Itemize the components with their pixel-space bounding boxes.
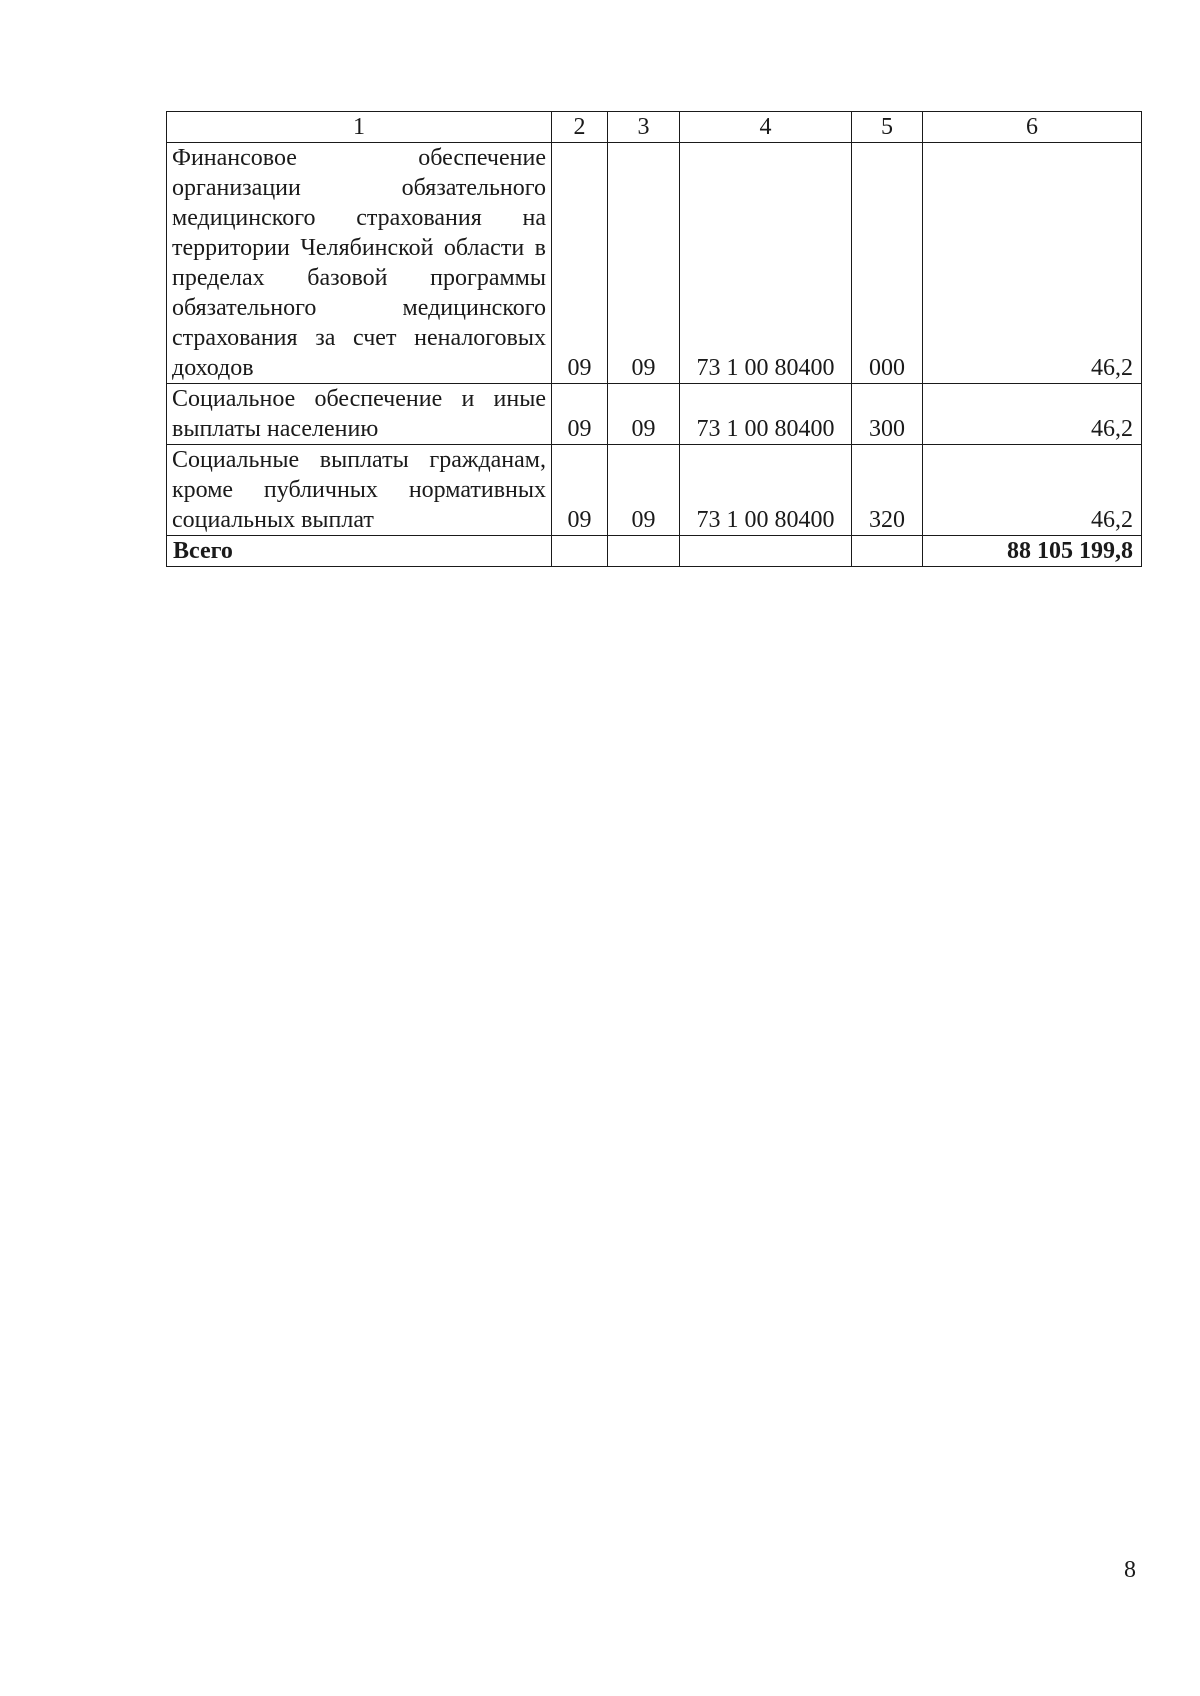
column-header: 1 [167, 112, 552, 143]
row-name-cell: Финансовое обеспечение организации обязательного медицинского страхования на территории Челябинской области в пределах базовой программы обязательного медицинского страхования за счет неналоговых доходов [167, 143, 552, 384]
total-label: Всего [167, 536, 552, 567]
table-row [167, 445, 1142, 536]
amount-cell: 46,2 [923, 445, 1142, 536]
section-cell: 09 [552, 143, 608, 384]
total-row [167, 536, 1142, 567]
subsection-cell: 09 [608, 143, 680, 384]
table-row [167, 384, 1142, 445]
column-header: 3 [608, 112, 680, 143]
expense-type-cell: 320 [852, 445, 923, 536]
column-header: 2 [552, 112, 608, 143]
column-header: 4 [680, 112, 852, 143]
empty-cell [608, 536, 680, 567]
section-cell: 09 [552, 384, 608, 445]
table-header-row [167, 112, 1142, 143]
target-article-cell: 73 1 00 80400 [680, 143, 852, 384]
total-value: 88 105 199,8 [923, 536, 1142, 567]
page-number: 8 [1124, 1557, 1136, 1583]
section-cell: 09 [552, 445, 608, 536]
subsection-cell: 09 [608, 445, 680, 536]
expense-type-cell: 000 [852, 143, 923, 384]
empty-cell [680, 536, 852, 567]
table-row [167, 143, 1142, 384]
row-name-cell: Социальные выплаты гражданам, кроме публичных нормативных социальных выплат [167, 445, 552, 536]
empty-cell [852, 536, 923, 567]
expense-type-cell: 300 [852, 384, 923, 445]
target-article-cell: 73 1 00 80400 [680, 445, 852, 536]
budget-table [166, 111, 1142, 567]
empty-cell [552, 536, 608, 567]
column-header: 5 [852, 112, 923, 143]
amount-cell: 46,2 [923, 143, 1142, 384]
row-name-cell: Социальное обеспечение и иные выплаты населению [167, 384, 552, 445]
target-article-cell: 73 1 00 80400 [680, 384, 852, 445]
subsection-cell: 09 [608, 384, 680, 445]
column-header: 6 [923, 112, 1142, 143]
amount-cell: 46,2 [923, 384, 1142, 445]
